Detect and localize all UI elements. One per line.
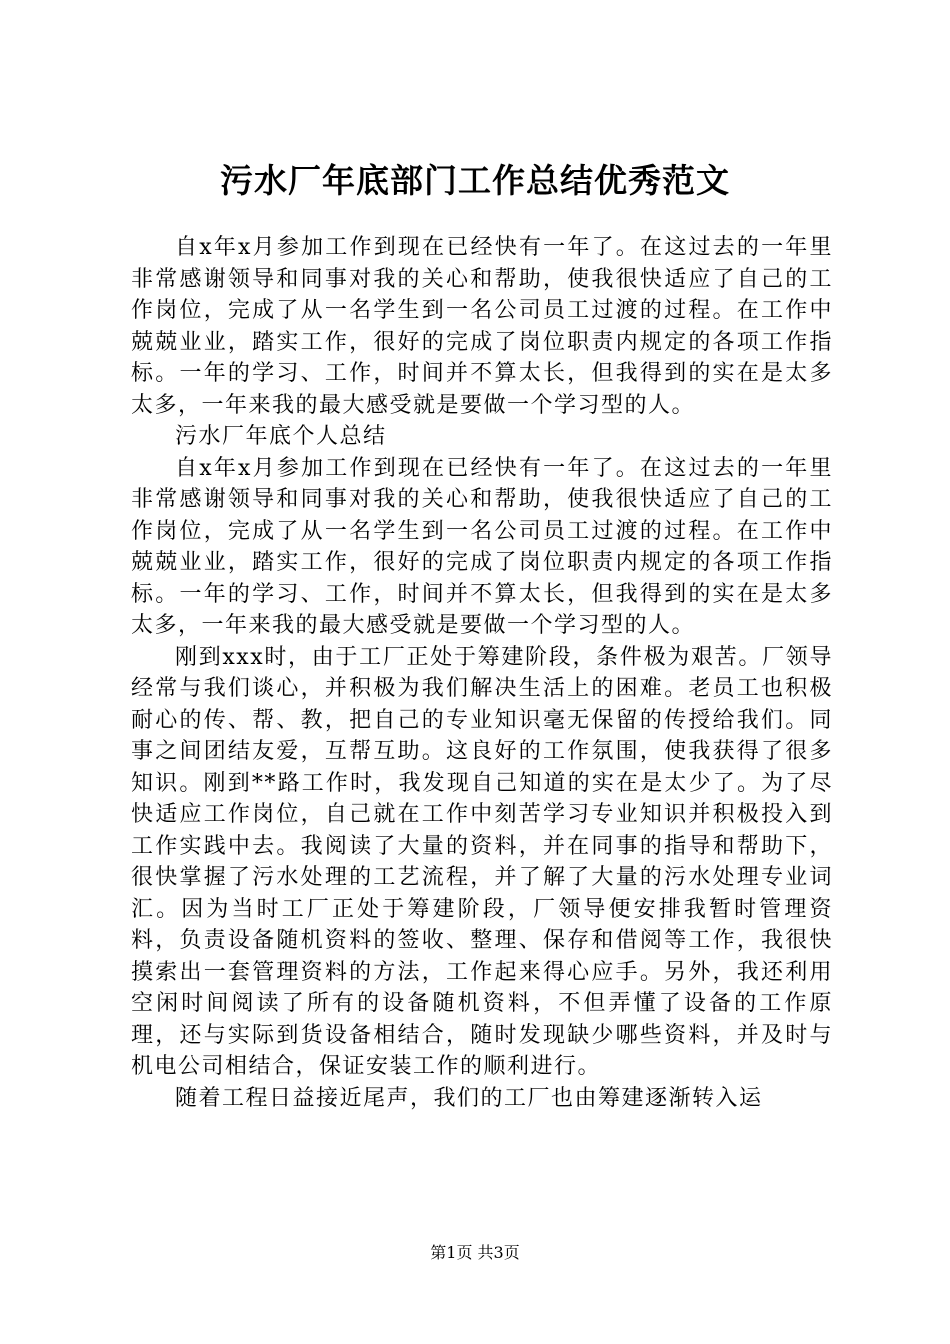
paragraph-continuation: 随着工程日益接近尾声，我们的工厂也由筹建逐渐转入运 — [175, 1085, 763, 1111]
document-title: 污水厂年底部门工作总结优秀范文 — [220, 161, 730, 200]
document-body — [131, 232, 833, 1114]
section-heading: 污水厂年底个人总结 — [175, 424, 387, 449]
page-number: 第1页 共3页 — [430, 1243, 520, 1262]
paragraph-intro: 自x年x月参加工作到现在已经快有一年了。在这过去的一年里非常感谢领导和同事对我的关心和帮助，使我很快适应了自己的工作岗位，完成了从一名学生到一名公司员工过渡的过程。在工作中兢兢业业，踏实工作，很好的完成了岗位职责内规定的各项工作指标。一年的学习、工作，时间并不算太长，但我得到的实在是太多太多，一年来我的最大感受就是要做一个学习型的人。 — [131, 235, 833, 418]
paragraph-arrival: 刚到xxx时，由于工厂正处于筹建阶段，条件极为艰苦。厂领导经常与我们谈心，并积极为我们解决生活上的困难。老员工也积极耐心的传、帮、教，把自己的专业知识毫无保留的传授给我们。同事之间团结友爱，互帮互助。这良好的工作氛围，使我获得了很多知识。刚到**路工作时，我发现自己知道的实在是太少了。为了尽快适应工作岗位，自己就在工作中刻苦学习专业知识并积极投入到工作实践中去。我阅读了大量的资料，并在同事的指导和帮助下，很快掌握了污水处理的工艺流程，并了解了大量的污水处理专业词汇。因为当时工厂正处于筹建阶段，厂领导便安排我暂时管理资料，负责设备随机资料的签收、整理、保存和借阅等工作，我很快摸索出一套管理资料的方法，工作起来得心应手。另外，我还利用空闲时间阅读了所有的设备随机资料，不但弄懂了设备的工作原理，还与实际到货设备相结合，随时发现缺少哪些资料，并及时与机电公司相结合，保证安装工作的顺利进行。 — [131, 644, 833, 1079]
paragraph-intro-repeat: 自x年x月参加工作到现在已经快有一年了。在这过去的一年里非常感谢领导和同事对我的关心和帮助，使我很快适应了自己的工作岗位，完成了从一名学生到一名公司员工过渡的过程。在工作中兢兢业业，踏实工作，很好的完成了岗位职责内规定的各项工作指标。一年的学习、工作，时间并不算太长，但我得到的实在是太多太多，一年来我的最大感受就是要做一个学习型的人。 — [131, 455, 833, 638]
